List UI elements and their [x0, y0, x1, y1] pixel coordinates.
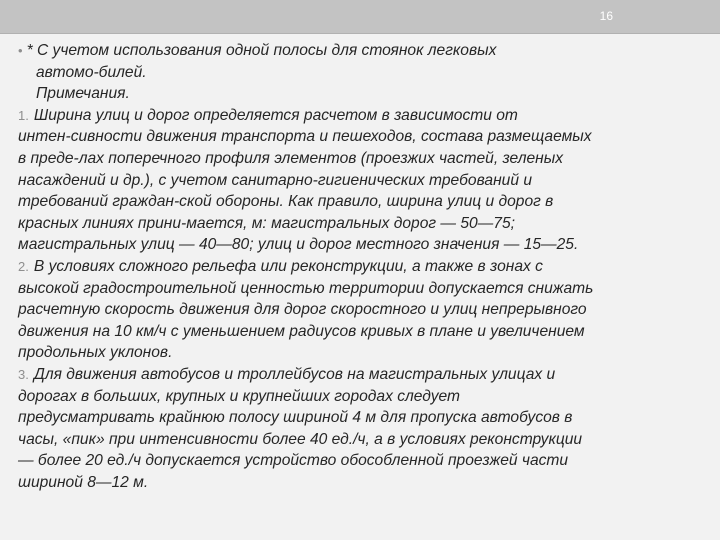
list-number: 1.	[18, 107, 29, 123]
page-number: 16	[599, 9, 613, 23]
text-line	[18, 256, 708, 278]
text-line	[18, 40, 708, 62]
text-line	[18, 386, 708, 408]
text-line	[18, 234, 708, 256]
line-text: Примечания.	[36, 85, 130, 103]
list-number: 3.	[18, 366, 29, 382]
text-line	[18, 148, 708, 170]
line-text: Для движения автобусов и троллейбусов на магистральных улицах и	[33, 365, 556, 383]
text-line	[18, 342, 708, 364]
line-text: расчетную скорость движения для дорог скоростного и улиц непрерывного	[18, 301, 587, 319]
line-text: красных линиях прини-мается, м: магистральных дорог — 50—75;	[18, 214, 515, 232]
line-text: автомо-билей.	[36, 63, 147, 81]
slide-header-bar	[0, 0, 720, 34]
line-text: продольных уклонов.	[18, 344, 173, 362]
text-line	[18, 170, 708, 192]
line-text: интен-сивности движения транспорта и пешеходов, состава размещаемых	[18, 128, 592, 146]
line-text: шириной 8—12 м.	[18, 473, 149, 491]
line-text: Ширина улиц и дорог определяется расчетом в зависимости от	[33, 106, 518, 124]
text-line	[18, 213, 708, 235]
line-text: предусматривать крайнюю полосу шириной 4 м для пропуска автобусов в	[18, 409, 573, 427]
text-line	[18, 191, 708, 213]
text-line	[18, 278, 708, 300]
bullet-marker: •	[18, 43, 23, 58]
line-text: * С учетом использования одной полосы для стоянок легковых	[26, 42, 497, 59]
slide-body-text	[18, 40, 708, 493]
line-text: движения на 10 км/ч с уменьшением радиусов кривых в плане и увеличением	[18, 322, 585, 340]
text-line	[18, 126, 708, 148]
header-divider	[0, 33, 720, 34]
text-line	[18, 450, 708, 472]
text-line	[18, 407, 708, 429]
text-line	[18, 62, 708, 84]
list-number: 2.	[18, 258, 29, 274]
text-line	[18, 105, 708, 127]
text-line	[18, 364, 708, 386]
text-line	[18, 429, 708, 451]
line-text: требований граждан-ской обороны. Как правило, ширина улиц и дорог в	[18, 193, 554, 211]
text-line	[18, 83, 708, 105]
line-text: насаждений и др.), с учетом санитарно-гигиенических требований и	[18, 171, 533, 189]
line-text: в преде-лах поперечного профиля элементов (проезжих частей, зеленых	[18, 149, 564, 167]
line-text: часы, «пик» при интенсивности более 40 ед./ч, а в условиях реконструкции	[18, 430, 583, 448]
text-line	[18, 472, 708, 494]
line-text: В условиях сложного рельефа или реконструкции, а также в зонах с	[33, 257, 543, 275]
text-line	[18, 299, 708, 321]
line-text: — более 20 ед./ч допускается устройство обособленной проезжей части	[18, 452, 569, 470]
line-text: магистральных улиц — 40—80; улиц и дорог местного значения — 15—25.	[18, 236, 579, 254]
line-text: дорогах в больших, крупных и крупнейших городах следует	[18, 387, 461, 405]
line-text: высокой градостроительной ценностью территории допускается снижать	[18, 279, 594, 297]
text-line	[18, 321, 708, 343]
